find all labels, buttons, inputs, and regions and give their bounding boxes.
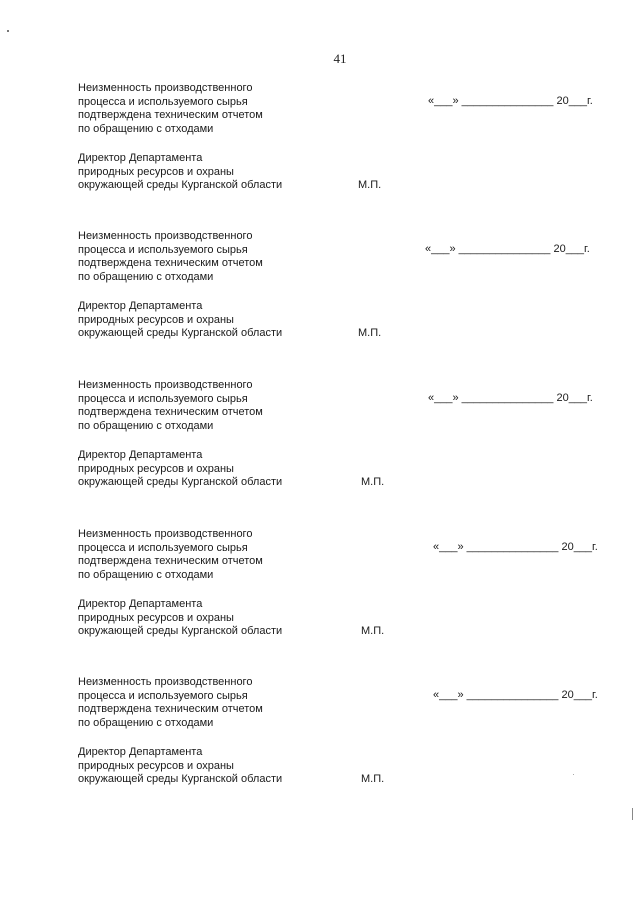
statement-line: подтверждена техническим отчетом bbox=[78, 109, 263, 121]
signer-line: окружающей среды Курганской области bbox=[78, 625, 283, 637]
statement-line: Неизменность производственного bbox=[78, 528, 253, 540]
statement-line: по обращению с отходами bbox=[78, 122, 214, 135]
statement-text bbox=[78, 82, 358, 136]
approval-block-4 bbox=[78, 528, 618, 648]
date-field: «___» _______________ 20___г. bbox=[428, 392, 593, 404]
statement-line: по обращению с отходами bbox=[78, 419, 214, 432]
signer-line: природных ресурсов и охраны bbox=[78, 611, 234, 624]
stamp-place: М.П. bbox=[358, 327, 382, 339]
signer-title bbox=[78, 152, 358, 193]
stamp-place: М.П. bbox=[361, 625, 385, 637]
statement-line: процесса и используемого сырья bbox=[78, 95, 248, 108]
statement-line: по обращению с отходами bbox=[78, 568, 214, 581]
statement-line: по обращению с отходами bbox=[78, 270, 214, 283]
statement-line: подтверждена техническим отчетом bbox=[78, 257, 263, 269]
statement-line: подтверждена техническим отчетом bbox=[78, 555, 263, 567]
statement-line: процесса и используемого сырья bbox=[78, 392, 248, 405]
statement-text bbox=[78, 379, 358, 433]
statement-line: процесса и используемого сырья bbox=[78, 243, 248, 256]
signer-title bbox=[78, 598, 358, 639]
page-number: 41 bbox=[333, 51, 347, 66]
signer-line: окружающей среды Курганской области bbox=[78, 476, 283, 488]
statement-line: Неизменность производственного bbox=[78, 82, 253, 94]
signer-line: Директор Департамента bbox=[78, 449, 203, 461]
statement-text bbox=[78, 528, 358, 582]
scan-edge-mark bbox=[632, 808, 633, 820]
approval-block-5 bbox=[78, 676, 618, 796]
stamp-place: М.П. bbox=[361, 773, 385, 785]
statement-line: подтверждена техническим отчетом bbox=[78, 406, 263, 418]
statement-line: Неизменность производственного bbox=[78, 230, 253, 242]
signer-line: окружающей среды Курганской области bbox=[78, 773, 283, 785]
signer-line: природных ресурсов и охраны bbox=[78, 462, 234, 475]
statement-text bbox=[78, 230, 358, 284]
signer-line: Директор Департамента bbox=[78, 598, 203, 610]
signer-line: Директор Департамента bbox=[78, 300, 203, 312]
date-field: «___» _______________ 20___г. bbox=[433, 541, 598, 553]
signer-title bbox=[78, 300, 358, 341]
approval-block-3 bbox=[78, 379, 618, 499]
approval-block-1 bbox=[78, 82, 618, 202]
date-field: «___» _______________ 20___г. bbox=[425, 243, 590, 255]
stamp-place: М.П. bbox=[358, 179, 382, 191]
scan-speck bbox=[7, 30, 9, 32]
stamp-place: М.П. bbox=[361, 476, 385, 488]
signer-line: окружающей среды Курганской области bbox=[78, 179, 283, 191]
signer-line: природных ресурсов и охраны bbox=[78, 165, 234, 178]
signer-line: природных ресурсов и охраны bbox=[78, 313, 234, 326]
date-field: «___» _______________ 20___г. bbox=[433, 689, 598, 701]
statement-line: процесса и используемого сырья bbox=[78, 689, 248, 702]
signer-line: окружающей среды Курганской области bbox=[78, 327, 283, 339]
signer-title bbox=[78, 746, 358, 787]
statement-line: подтверждена техническим отчетом bbox=[78, 703, 263, 715]
date-field: «___» _______________ 20___г. bbox=[428, 95, 593, 107]
signer-line: природных ресурсов и охраны bbox=[78, 759, 234, 772]
statement-line: Неизменность производственного bbox=[78, 379, 253, 391]
statement-line: Неизменность производственного bbox=[78, 676, 253, 688]
signer-title bbox=[78, 449, 358, 490]
statement-text bbox=[78, 676, 358, 730]
approval-block-2 bbox=[78, 230, 618, 350]
statement-line: процесса и используемого сырья bbox=[78, 541, 248, 554]
signer-line: Директор Департамента bbox=[78, 746, 203, 758]
signer-line: Директор Департамента bbox=[78, 152, 203, 164]
statement-line: по обращению с отходами bbox=[78, 716, 214, 729]
